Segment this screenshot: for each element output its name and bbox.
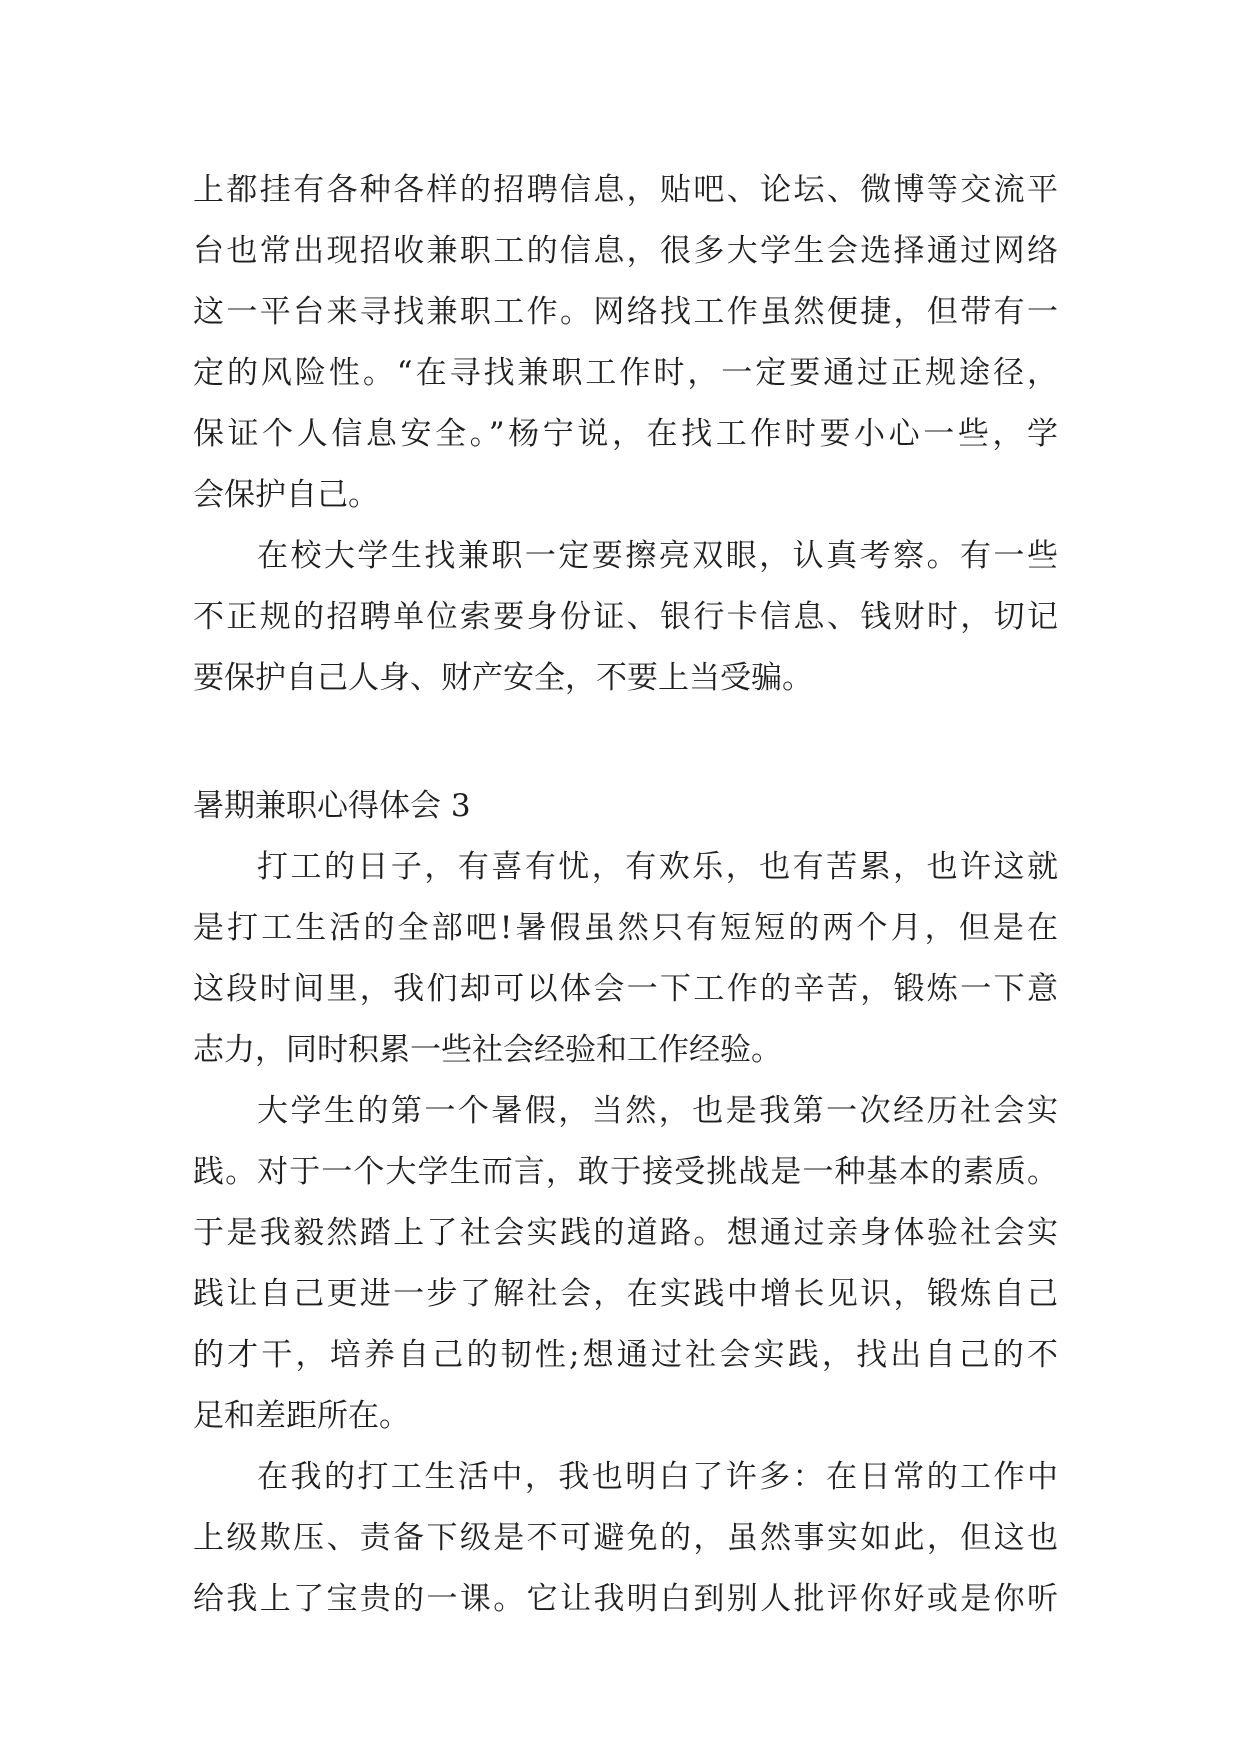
- text-line: 大学生的第一个暑假，当然，也是我第一次经历社会实: [257, 1093, 1058, 1129]
- paragraph-5: [193, 1447, 1058, 1630]
- section-heading: 暑期兼职心得体会 3: [193, 788, 471, 824]
- text-line: 在校大学生找兼职一定要擦亮双眼，认真考察。有一些: [257, 538, 1058, 574]
- paragraph-2: [193, 526, 1058, 709]
- text-line: 足和差距所在。: [193, 1398, 410, 1434]
- document-body: [193, 160, 1058, 1630]
- text-line: 这一平台来寻找兼职工作。网络找工作虽然便捷，但带有一: [193, 294, 1058, 330]
- text-line: 于是我毅然踏上了社会实践的道路。想通过亲身体验社会实: [193, 1215, 1058, 1251]
- text-line: 打工的日子，有喜有忧，有欢乐，也有苦累，也许这就: [257, 849, 1058, 885]
- text-line: 是打工生活的全部吧!暑假虽然只有短短的两个月，但是在: [193, 910, 1058, 946]
- text-line: 会保护自己。: [193, 477, 379, 513]
- text-line: 践。对于一个大学生而言，敢于接受挑战是一种基本的素质。: [193, 1154, 1058, 1190]
- section-spacer: [193, 709, 1058, 776]
- paragraph-3: [193, 837, 1058, 1081]
- text-line: 的才干，培养自己的韧性;想通过社会实践，找出自己的不: [193, 1337, 1058, 1373]
- text-line: 践让自己更进一步了解社会，在实践中增长见识，锻炼自己: [193, 1276, 1058, 1312]
- text-line: 上级欺压、责备下级是不可避免的，虽然事实如此，但这也: [193, 1520, 1058, 1556]
- text-line: 给我上了宝贵的一课。它让我明白到别人批评你好或是你听: [193, 1581, 1058, 1617]
- text-line: 要保护自己人身、财产安全，不要上当受骗。: [193, 660, 813, 696]
- text-line: 定的风险性。“在寻找兼职工作时，一定要通过正规途径，: [193, 355, 1058, 391]
- paragraph-4: [193, 1081, 1058, 1447]
- paragraph-1: [193, 160, 1058, 526]
- text-line: 志力，同时积累一些社会经验和工作经验。: [193, 1032, 782, 1068]
- text-line: 保证个人信息安全。”杨宁说，在找工作时要小心一些，学: [193, 416, 1058, 452]
- text-line: 上都挂有各种各样的招聘信息，贴吧、论坛、微博等交流平: [193, 172, 1058, 208]
- text-line: 台也常出现招收兼职工的信息，很多大学生会选择通过网络: [193, 233, 1058, 269]
- text-line: 不正规的招聘单位索要身份证、银行卡信息、钱财时，切记: [193, 599, 1058, 635]
- text-line: 在我的打工生活中，我也明白了许多：在日常的工作中: [257, 1459, 1058, 1495]
- text-line: 这段时间里，我们却可以体会一下工作的辛苦，锻炼一下意: [193, 971, 1058, 1007]
